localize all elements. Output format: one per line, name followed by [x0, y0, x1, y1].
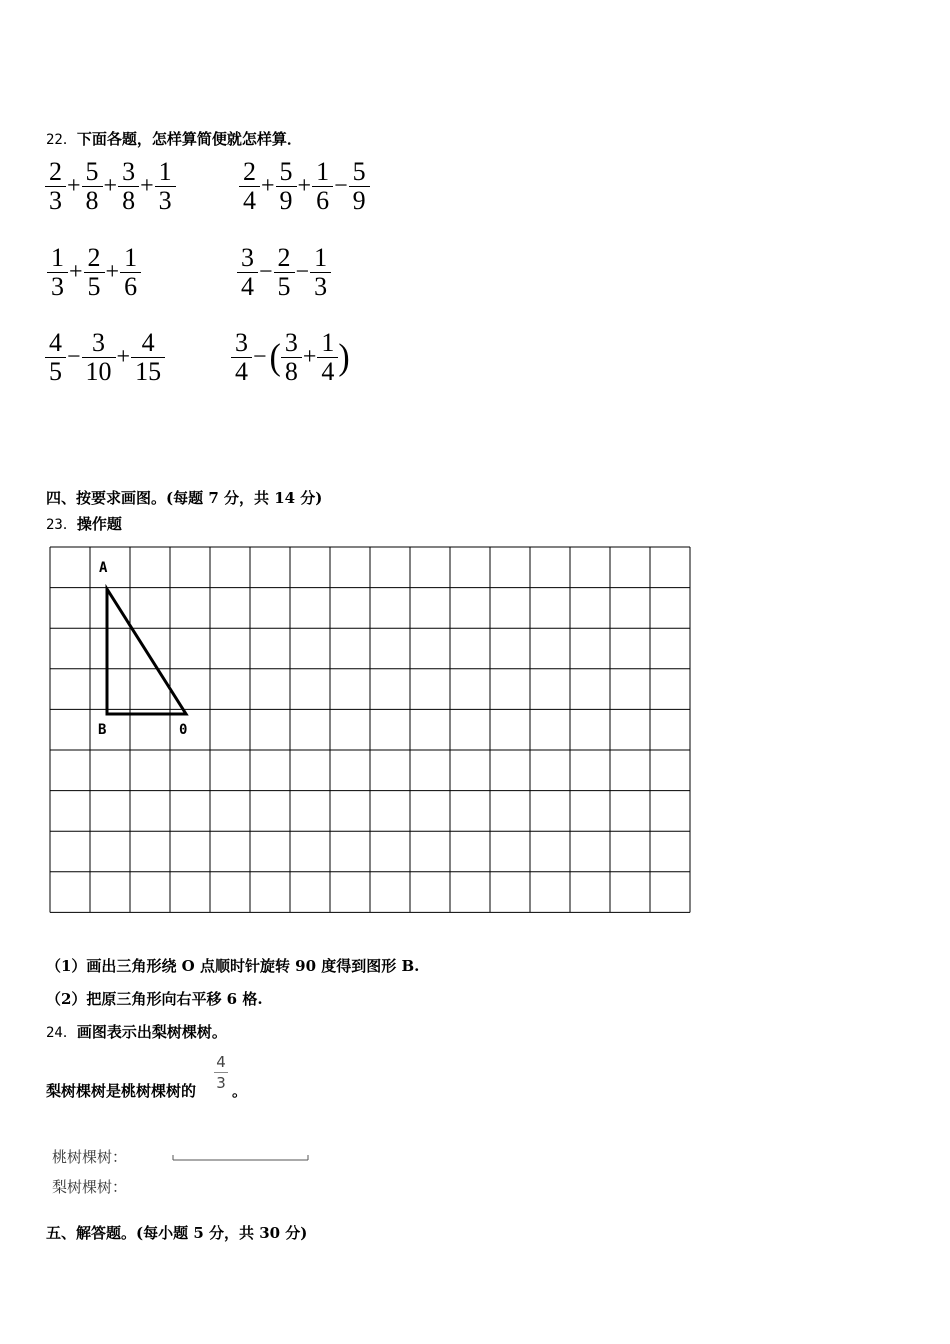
section-4-title: 四、按要求画图。(每题 7 分，共 14 分) — [46, 489, 323, 507]
numerator: 2 — [49, 157, 62, 186]
q24-fraction-denominator: 3 — [216, 1074, 226, 1092]
fraction — [314, 157, 331, 215]
q23-task-1: （1）画出三角形绕 O 点顺时针旋转 90 度得到图形 B. — [46, 957, 420, 975]
operator: − — [334, 173, 348, 199]
operator: + — [261, 173, 275, 199]
q22-prompt — [46, 128, 302, 149]
numerator: 2 — [277, 243, 291, 272]
fraction — [312, 243, 329, 301]
numerator: 1 — [314, 243, 328, 272]
denominator: 8 — [85, 186, 99, 215]
q24-prompt — [46, 1021, 227, 1042]
denominator: 5 — [49, 357, 62, 386]
numerator: 3 — [122, 157, 136, 186]
fraction — [351, 157, 368, 215]
numerator: 2 — [87, 243, 101, 272]
q22-expression-1 — [46, 157, 175, 215]
q23-task-2: （2）把原三角形向右平移 6 格. — [46, 990, 263, 1008]
q24-fraction-numerator: 4 — [216, 1053, 226, 1071]
denominator: 9 — [279, 186, 293, 215]
q22-expression-3 — [48, 243, 140, 301]
denominator: 5 — [87, 272, 101, 301]
q24-statement-end: 。 — [232, 1082, 248, 1100]
q22-expression-2 — [240, 157, 369, 215]
fraction — [241, 157, 258, 215]
fraction — [49, 243, 66, 301]
denominator: 4 — [243, 186, 256, 215]
numerator: 5 — [352, 157, 366, 186]
fraction — [133, 328, 163, 386]
numerator: 2 — [243, 157, 256, 186]
fraction — [120, 157, 137, 215]
numerator: 3 — [241, 243, 254, 272]
denominator: 6 — [316, 186, 330, 215]
numerator: 4 — [49, 328, 62, 357]
denominator: 3 — [158, 186, 172, 215]
numerator: 1 — [124, 243, 138, 272]
q22-expression-5 — [46, 328, 164, 386]
denominator: 15 — [135, 357, 162, 386]
peach-segment — [170, 1152, 312, 1164]
denominator: 6 — [124, 272, 138, 301]
denominator: 5 — [277, 272, 291, 301]
numerator: 5 — [279, 157, 293, 186]
numerator: 5 — [85, 157, 99, 186]
operator: + — [302, 344, 317, 370]
label-o: 0 — [179, 722, 188, 738]
q22-expression-6 — [232, 328, 351, 386]
label-a: A — [99, 560, 108, 576]
pear-label: 梨树棵树： — [52, 1178, 128, 1196]
denominator: 3 — [49, 186, 62, 215]
fraction — [47, 328, 64, 386]
numerator: 4 — [141, 328, 155, 357]
operator: − — [295, 259, 310, 285]
triangle-abo — [107, 589, 186, 714]
q22-text: 下面各题，怎样算简便就怎样算． — [76, 130, 302, 148]
q24-fraction — [214, 1053, 228, 1092]
numerator: 1 — [51, 243, 64, 272]
numerator: 3 — [284, 328, 298, 357]
label-b: B — [98, 722, 107, 738]
operator: + — [69, 259, 83, 285]
operator: + — [140, 173, 154, 199]
fraction — [122, 243, 139, 301]
denominator: 8 — [284, 357, 298, 386]
operator: − — [259, 259, 273, 285]
operator: − — [67, 344, 81, 370]
q23-text: 操作题 — [76, 515, 122, 533]
q24-statement: 梨树棵树是桃树棵树的 — [46, 1082, 197, 1100]
fraction — [157, 157, 174, 215]
denominator: 4 — [241, 272, 254, 301]
fraction — [276, 243, 293, 301]
operator: + — [105, 259, 120, 285]
peach-label: 桃树棵树： — [52, 1148, 128, 1166]
q23-number: 23． — [46, 517, 77, 533]
operator: + — [103, 173, 118, 199]
section-5-title: 五、解答题。(每小题 5 分，共 30 分) — [46, 1224, 308, 1242]
q24-number: 24． — [46, 1025, 77, 1041]
denominator: 9 — [352, 186, 366, 215]
fraction — [84, 157, 101, 215]
q24-text: 画图表示出梨树棵树。 — [76, 1023, 227, 1041]
fraction — [319, 328, 336, 386]
fraction — [239, 243, 256, 301]
denominator: 4 — [235, 357, 248, 386]
fraction — [86, 243, 103, 301]
parenthesis: ( — [269, 336, 281, 378]
numerator: 3 — [92, 328, 106, 357]
operator: + — [116, 344, 131, 370]
denominator: 8 — [122, 186, 136, 215]
fraction — [47, 157, 64, 215]
q22-number: 22． — [46, 132, 77, 148]
denominator: 3 — [314, 272, 328, 301]
numerator: 1 — [316, 157, 330, 186]
numerator: 3 — [235, 328, 248, 357]
denominator: 3 — [51, 272, 64, 301]
fraction — [84, 328, 114, 386]
q22-expression-4 — [238, 243, 330, 301]
fraction — [278, 157, 295, 215]
parenthesis: ) — [338, 336, 350, 378]
fraction — [283, 328, 300, 386]
q23-prompt — [46, 513, 122, 534]
operator: − — [253, 344, 267, 370]
numerator: 1 — [158, 157, 172, 186]
operator: + — [67, 173, 81, 199]
drawing-grid[interactable] — [48, 545, 693, 915]
denominator: 10 — [85, 357, 112, 386]
denominator: 4 — [321, 357, 335, 386]
operator: + — [297, 173, 312, 199]
fraction — [233, 328, 250, 386]
numerator: 1 — [321, 328, 335, 357]
